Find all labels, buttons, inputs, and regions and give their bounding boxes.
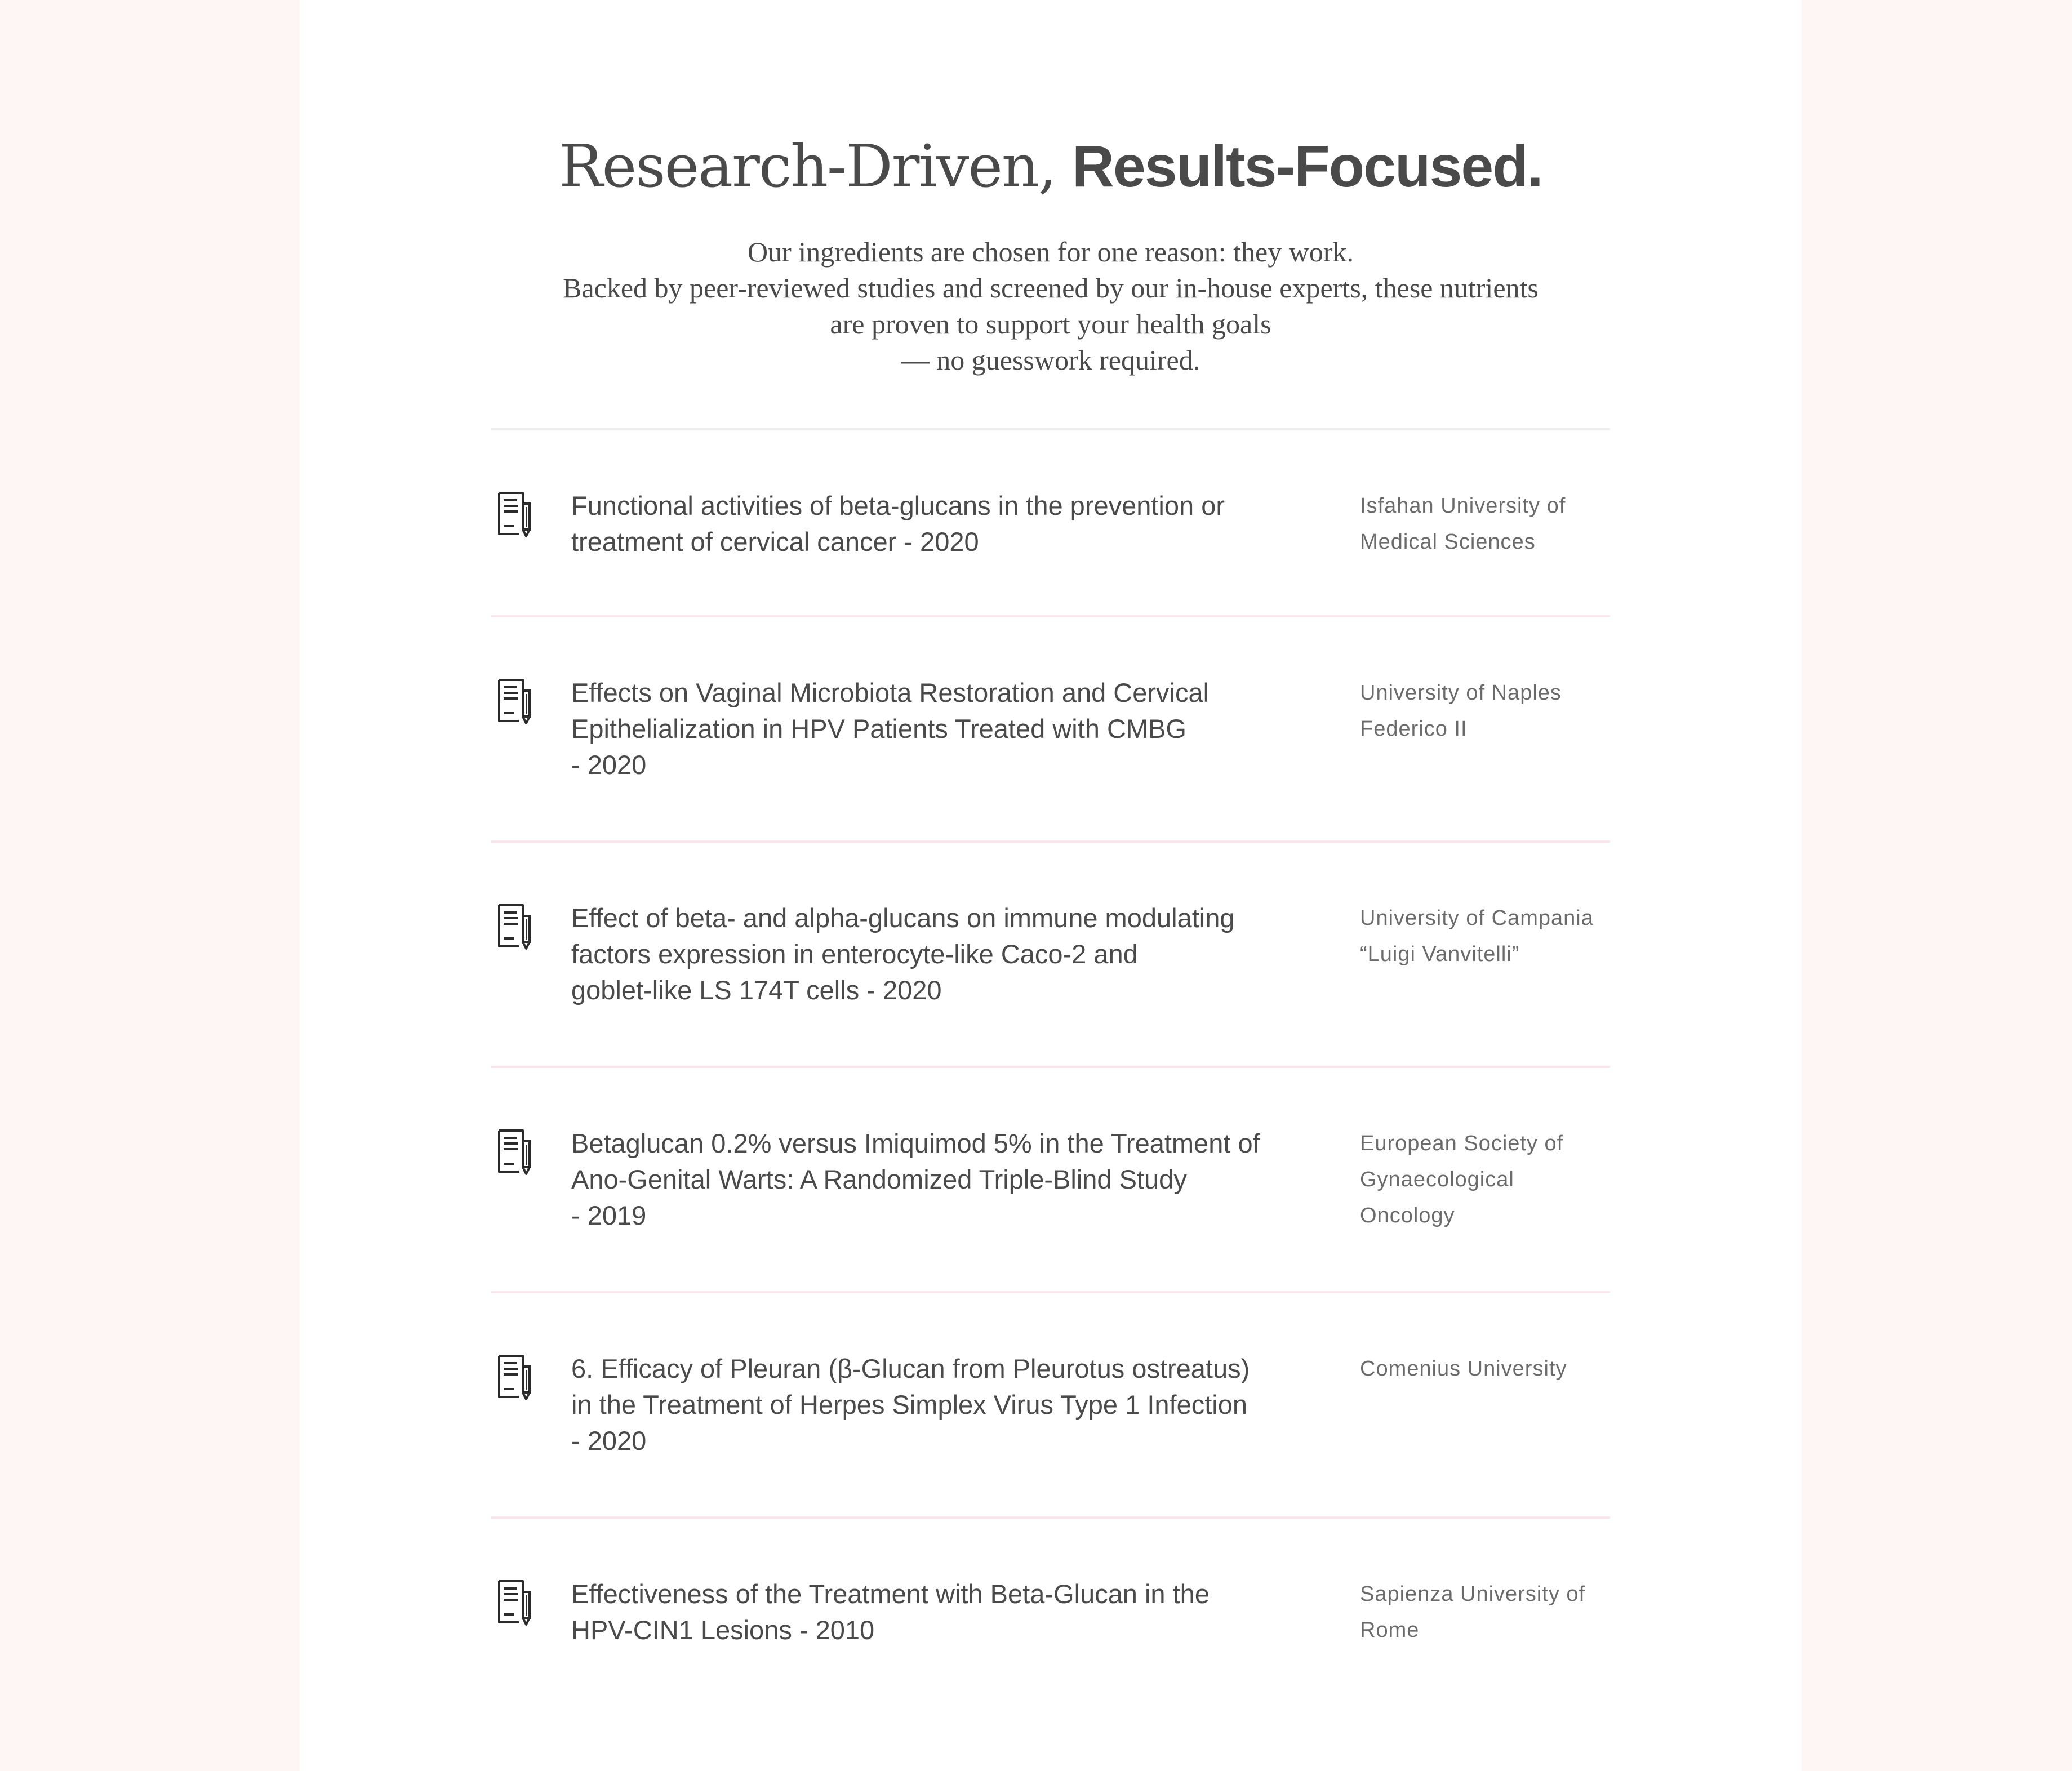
study-source-line: European Society of: [1360, 1132, 1564, 1155]
document-pen-icon: [497, 904, 534, 951]
study-title-line: Betaglucan 0.2% versus Imiquimod 5% in the Treatment of: [571, 1128, 1260, 1158]
study-source-line: Oncology: [1360, 1204, 1455, 1227]
title-bold: Results-Focused.: [1071, 134, 1542, 199]
study-source: [1360, 1125, 1619, 1234]
study-source-line: Sapienza University of: [1360, 1582, 1586, 1606]
study-source-line: Rome: [1360, 1618, 1420, 1642]
study-row-content: [491, 1293, 1610, 1459]
study-list: [491, 428, 1610, 1688]
study-row: [491, 1066, 1610, 1291]
study-title-line: - 2019: [571, 1200, 647, 1230]
study-title-line: Effects on Vaginal Microbiota Restoration and Cervical: [571, 678, 1210, 707]
intro-line: Our ingredients are chosen for one reason: they work.: [747, 236, 1354, 268]
study-source-line: Isfahan University of: [1360, 494, 1566, 518]
study-row: [491, 1516, 1610, 1688]
study-row: [491, 1291, 1610, 1516]
section-title: [300, 124, 1802, 209]
intro-line: Backed by peer-reviewed studies and screened by our in-house experts, these nutrients: [563, 272, 1539, 304]
study-title[interactable]: [571, 675, 1304, 783]
title-light: Research-Driven,: [559, 132, 1056, 201]
study-title-line: - 2020: [571, 1426, 647, 1456]
intro-text: [459, 234, 1642, 378]
study-title-line: Functional activities of beta-glucans in the prevention or: [571, 491, 1225, 520]
study-title[interactable]: [571, 488, 1304, 560]
study-source-line: Gynaecological: [1360, 1168, 1514, 1191]
study-row: [491, 428, 1610, 615]
study-row: [491, 840, 1610, 1066]
study-source-line: Comenius University: [1360, 1357, 1567, 1381]
study-source-line: “Luigi Vanvitelli”: [1360, 942, 1520, 966]
intro-line: — no guesswork required.: [901, 344, 1200, 376]
study-row-content: [491, 617, 1610, 783]
document-pen-icon: [497, 1354, 534, 1401]
study-source-line: University of Naples: [1360, 681, 1562, 705]
intro-line: are proven to support your health goals: [830, 308, 1271, 340]
document-pen-icon: [497, 678, 534, 726]
study-title-line: in the Treatment of Herpes Simplex Virus Type 1 Infection: [571, 1390, 1247, 1420]
study-title-line: Effectiveness of the Treatment with Beta-Glucan in the: [571, 1579, 1210, 1609]
study-source: [1360, 1351, 1619, 1387]
study-row-content: [491, 1519, 1610, 1648]
study-title-line: goblet-like LS 174T cells - 2020: [571, 975, 942, 1005]
study-title-line: Effect of beta- and alpha-glucans on immune modulating: [571, 903, 1235, 933]
study-source: [1360, 675, 1619, 747]
study-title-line: - 2020: [571, 750, 647, 780]
study-source: [1360, 1576, 1619, 1648]
study-source-line: University of Campania: [1360, 906, 1594, 930]
study-title-line: Epithelialization in HPV Patients Treated with CMBG: [571, 714, 1186, 744]
study-row: [491, 615, 1610, 840]
study-title[interactable]: [571, 1125, 1304, 1234]
study-row-content: [491, 1068, 1610, 1234]
content-panel: [300, 0, 1802, 1771]
document-pen-icon: [497, 1129, 534, 1176]
study-title-line: Ano-Genital Warts: A Randomized Triple-Blind Study: [571, 1164, 1187, 1194]
study-source-line: Medical Sciences: [1360, 530, 1536, 554]
study-title[interactable]: [571, 1576, 1304, 1648]
study-row-content: [491, 430, 1610, 560]
document-pen-icon: [497, 1579, 534, 1627]
study-source-line: Federico II: [1360, 717, 1468, 741]
study-title-line: HPV-CIN1 Lesions - 2010: [571, 1615, 875, 1645]
study-source: [1360, 900, 1619, 972]
study-source: [1360, 488, 1619, 560]
document-pen-icon: [497, 491, 534, 539]
study-title-line: factors expression in enterocyte-like Caco-2 and: [571, 939, 1138, 969]
study-title[interactable]: [571, 900, 1304, 1008]
study-title-line: treatment of cervical cancer - 2020: [571, 527, 979, 557]
study-title[interactable]: [571, 1351, 1304, 1459]
section-header: [300, 124, 1802, 378]
study-title-line: 6. Efficacy of Pleuran (β-Glucan from Pleurotus ostreatus): [571, 1354, 1250, 1383]
study-row-content: [491, 843, 1610, 1008]
